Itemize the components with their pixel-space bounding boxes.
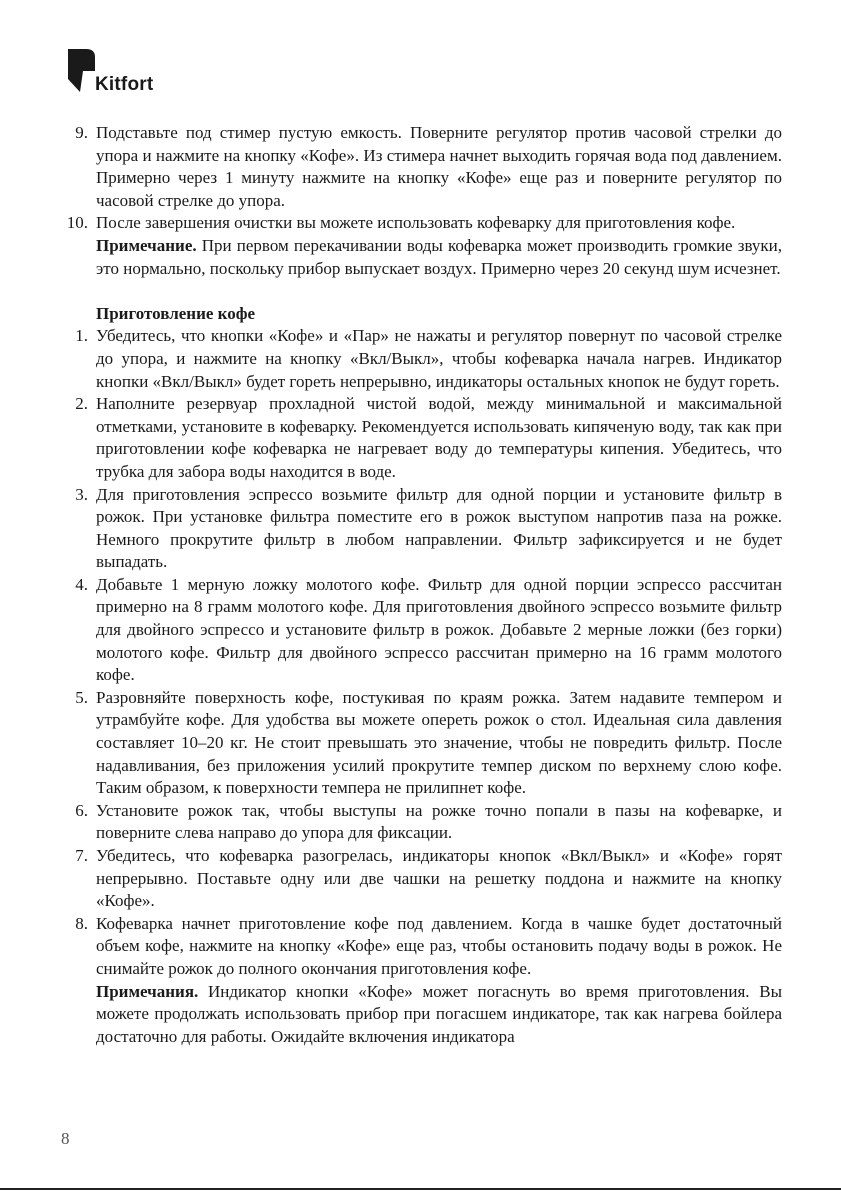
- item-number: 6.: [75, 800, 88, 820]
- item-text: Установите рожок так, чтобы выступы на рожке точно попали в пазы на кофеварке, и поверните слева направо до упора для фиксации.: [96, 800, 782, 843]
- document-body: [48, 122, 782, 1048]
- item-number: 3.: [75, 484, 88, 504]
- list-item: [48, 484, 782, 574]
- list-item: [48, 212, 782, 235]
- item-text: Убедитесь, что кофеварка разогрелась, индикаторы кнопок «Вкл/Выкл» и «Кофе» горят непрерывно. Поставьте одну или две чашки на решетку поддона и нажмите на кнопку «Кофе».: [96, 846, 782, 911]
- list-item: [48, 800, 782, 845]
- list-item: [48, 574, 782, 687]
- note-paragraph: [48, 235, 782, 280]
- list-item: [48, 845, 782, 913]
- note-text: При первом перекачивании воды кофеварка может производить громкие звуки, это нормально, поскольку прибор выпускает воздух. Примерно через 20 секунд шум исчезнет.: [96, 235, 782, 278]
- list-item: [48, 687, 782, 800]
- item-number: 8.: [75, 913, 88, 933]
- list-item: [48, 913, 782, 981]
- item-text: Разровняйте поверхность кофе, постукивая по краям рожка. Затем надавите темпером и утрамбуйте кофе. Для удобства вы можете опереть рожок о стол. Идеальная сила давления составляет 10–20 кг. Не стоит превышать это значение, чтобы не повредить фильтр. После надавливания, без приложения усилий прокрутите темпер диском по верхнему слою кофе. Таким образом, к поверхности темпера не прилипнет кофе.: [96, 687, 782, 798]
- item-text: Наполните резервуар прохладной чистой водой, между минимальной и максимальной отметками, установите в кофеварку. Рекомендуется использовать кипяченую воду, так как при приготовлении кофе кофеварка не нагревает воду до температуры кипения. Убедитесь, что трубка для забора воды находится в воде.: [96, 394, 782, 481]
- note-label: Примечание.: [96, 235, 197, 255]
- list-item: [48, 325, 782, 393]
- item-number: 9.: [75, 123, 88, 142]
- kitfort-logo-icon: [66, 48, 96, 94]
- item-number: 7.: [75, 846, 88, 865]
- item-text: После завершения очистки вы можете использовать кофеварку для приготовления кофе.: [96, 213, 736, 233]
- item-text: Подставьте под стимер пустую емкость. Поверните регулятор против часовой стрелки до упора и нажмите на кнопку «Кофе». Из стимера начнет выходить горячая вода под давлением. Примерно через 1 минуту нажмите на кнопку «Кофе» еще раз и поверните регулятор по часовой стрелке до упора.: [96, 123, 782, 210]
- item-number: 5.: [75, 687, 88, 707]
- item-number: 2.: [75, 394, 88, 414]
- item-number: 1.: [75, 326, 88, 346]
- list-item: [48, 393, 782, 483]
- item-text: Кофеварка начнет приготовление кофе под давлением. Когда в чашке будет достаточный объем кофе, нажмите на кнопку «Кофе» еще раз, чтобы остановить подачу воды в рожок. Не снимайте рожок до полного окончания приготовления кофе.: [96, 913, 782, 978]
- note-text: Индикатор кнопки «Кофе» может погаснуть во время приготовления. Вы можете продолжать использовать прибор при погасшем индикаторе, так как нагрева бойлера достаточно для работы. Ожидайте включения индикатора: [96, 981, 782, 1046]
- item-text: Для приготовления эспрессо возьмите фильтр для одной порции и установите фильтр в рожок. При установке фильтра поместите его в рожок выступом напротив паза на рожке. Немного прокрутите фильтр в любом направлении. Фильтр зафиксируется и не будет выпадать.: [96, 484, 782, 572]
- item-text: Убедитесь, что кнопки «Кофе» и «Пар» не нажаты и регулятор повернут по часовой стрелке до упора, и нажмите на кнопку «Вкл/Выкл», чтобы кофеварка начала нагрев. Индикатор кнопки «Вкл/Выкл» будет гореть непрерывно, индикаторы остальных кнопок не будут гореть.: [96, 326, 782, 391]
- note-label: Примечания.: [96, 981, 199, 1001]
- note-paragraph: [48, 981, 782, 1049]
- brand-name: Kitfort: [95, 74, 154, 95]
- item-text: Добавьте 1 мерную ложку молотого кофе. Фильтр для одной порции эспрессо рассчитан примерно на 8 грамм молотого кофе. Для приготовления двойного эспрессо возьмите фильтр для двойного эспрессо и установите фильтр в рожок. Добавьте 2 мерные ложки (без горки) молотого кофе. Фильтр для двойного эспрессо рассчитан примерно на 16 грамм молотого кофе.: [96, 574, 782, 685]
- bottom-rule: [0, 1188, 841, 1190]
- list-item: [48, 122, 782, 212]
- brand-logo: [66, 48, 176, 98]
- page-number: 8: [61, 1129, 70, 1148]
- spacer: [48, 280, 782, 303]
- item-number: 10.: [66, 213, 88, 233]
- section-title: Приготовление кофе: [96, 303, 256, 323]
- item-number: 4.: [75, 574, 88, 594]
